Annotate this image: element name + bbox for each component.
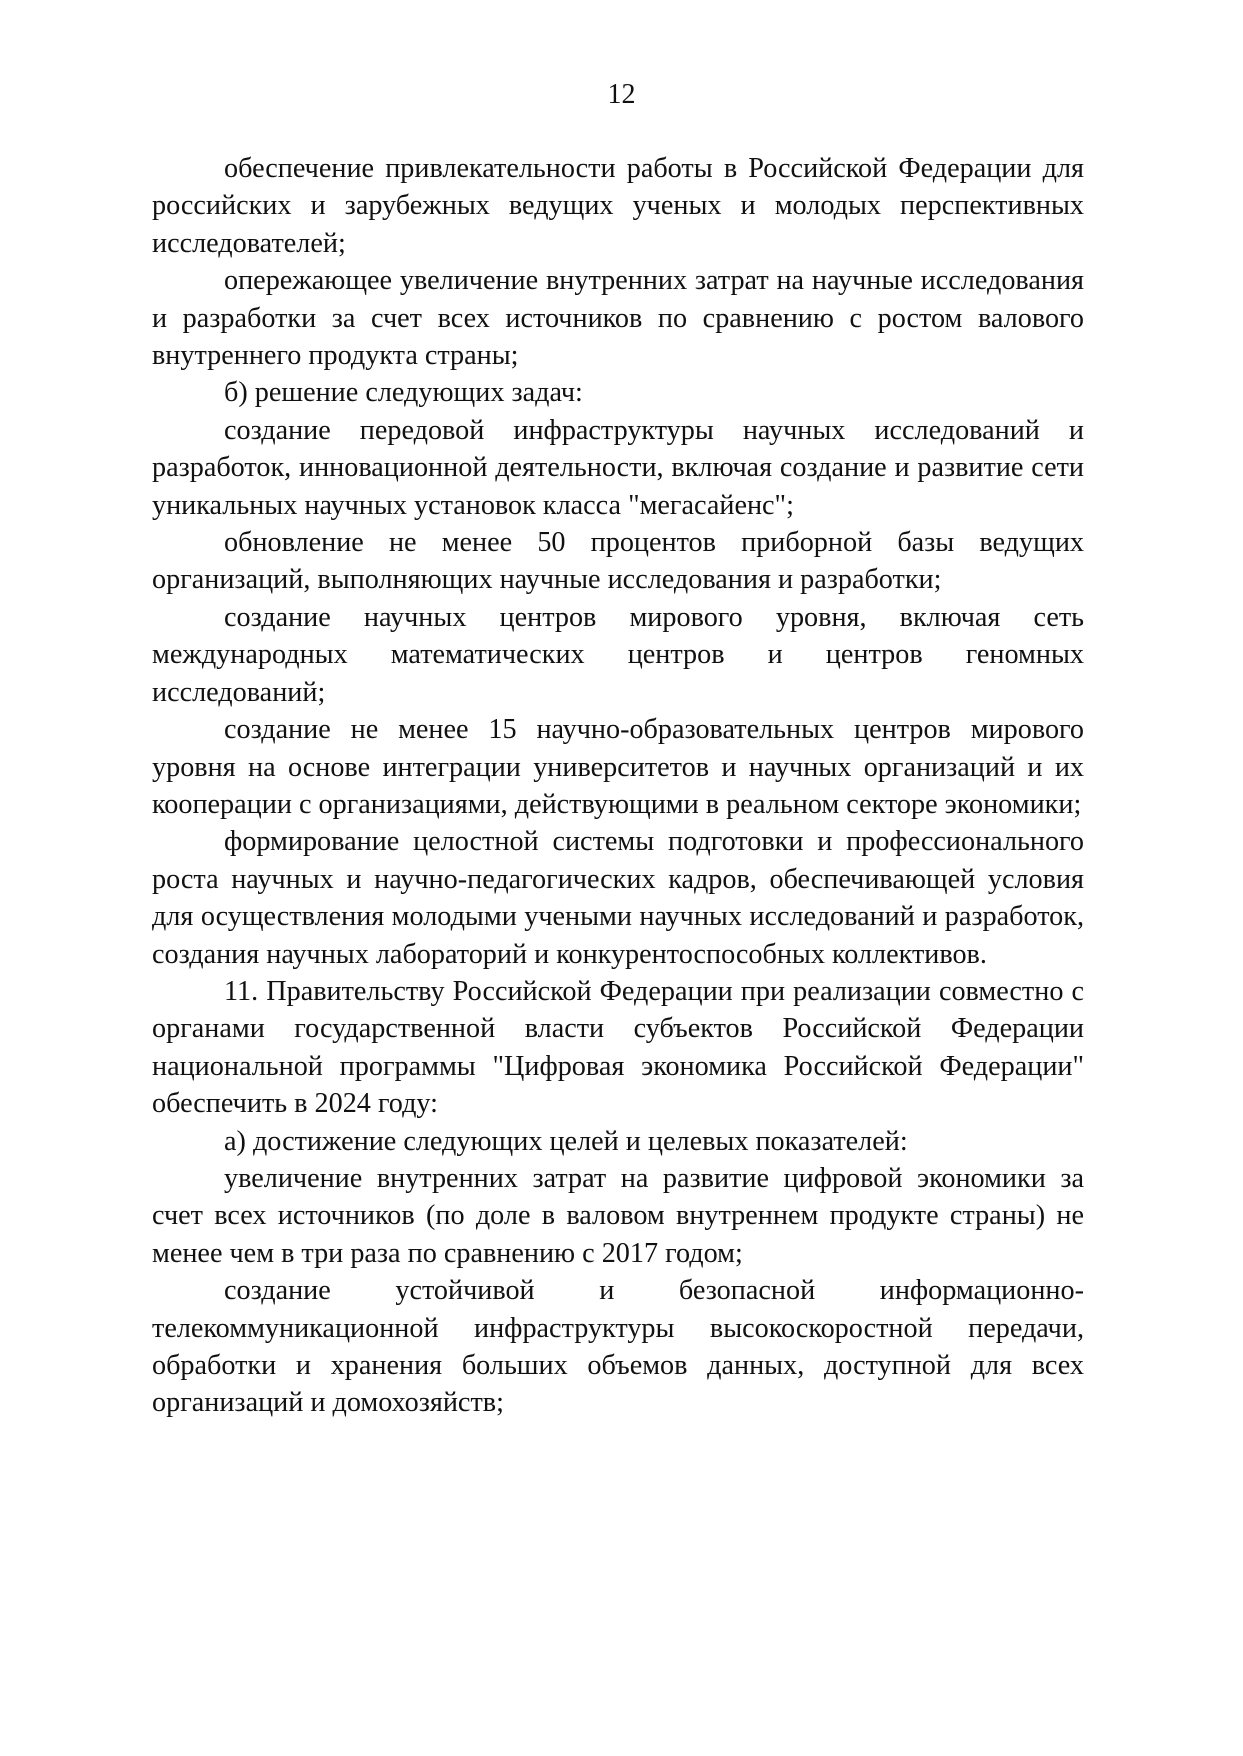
- paragraph: опережающее увеличение внутренних затрат на научные исследования и разработки за счет всех источников по сравнению с ростом валового внутреннего продукта страны;: [152, 265, 1084, 372]
- paragraph: а) достижение следующих целей и целевых показателей:: [224, 1125, 908, 1157]
- paragraph: формирование целостной системы подготовки и профессионального роста научных и научно-педагогических кадров, обеспечивающей условия для осуществления молодыми учеными научных исследований и разработок, создания научных лабораторий и конкурентоспособных коллективов.: [152, 826, 1084, 970]
- paragraph: обеспечение привлекательности работы в Российской Федерации для российских и зарубежных ведущих ученых и молодых перспективных исследователей;: [152, 153, 1084, 259]
- paragraph: б) решение следующих задач:: [224, 377, 583, 409]
- paragraph: создание устойчивой и безопасной информационно-телекоммуникационной инфраструктуры высокоскоростной передачи, обработки и хранения больших объемов данных, доступной для всех организаций и домохозяйств;: [152, 1275, 1084, 1419]
- document-body: [152, 150, 1084, 1422]
- paragraph: создание научных центров мирового уровня, включая сеть международных математических центров и центров геномных исследований;: [152, 601, 1084, 708]
- paragraph: обновление не менее 50 процентов приборной базы ведущих организаций, выполняющих научные исследования и разработки;: [152, 527, 1084, 596]
- paragraph: создание не менее 15 научно-образовательных центров мирового уровня на основе интеграции университетов и научных организаций и их кооперации с организациями, действующими в реальном секторе экономики;: [152, 714, 1084, 820]
- page-number: 12: [607, 79, 636, 110]
- paragraph: увеличение внутренних затрат на развитие цифровой экономики за счет всех источников (по доле в валовом внутреннем продукте страны) не менее чем в три раза по сравнению с 2017 годом;: [152, 1162, 1084, 1269]
- paragraph: создание передовой инфраструктуры научных исследований и разработок, инновационной деятельности, включая создание и развитие сети уникальных научных установок класса "мегасайенс";: [152, 414, 1084, 521]
- paragraph: 11. Правительству Российской Федерации при реализации совместно с органами государственной власти субъектов Российской Федерации национальной программы "Цифровая экономика Российской Федерации" обеспечить в 2024 году:: [152, 975, 1084, 1120]
